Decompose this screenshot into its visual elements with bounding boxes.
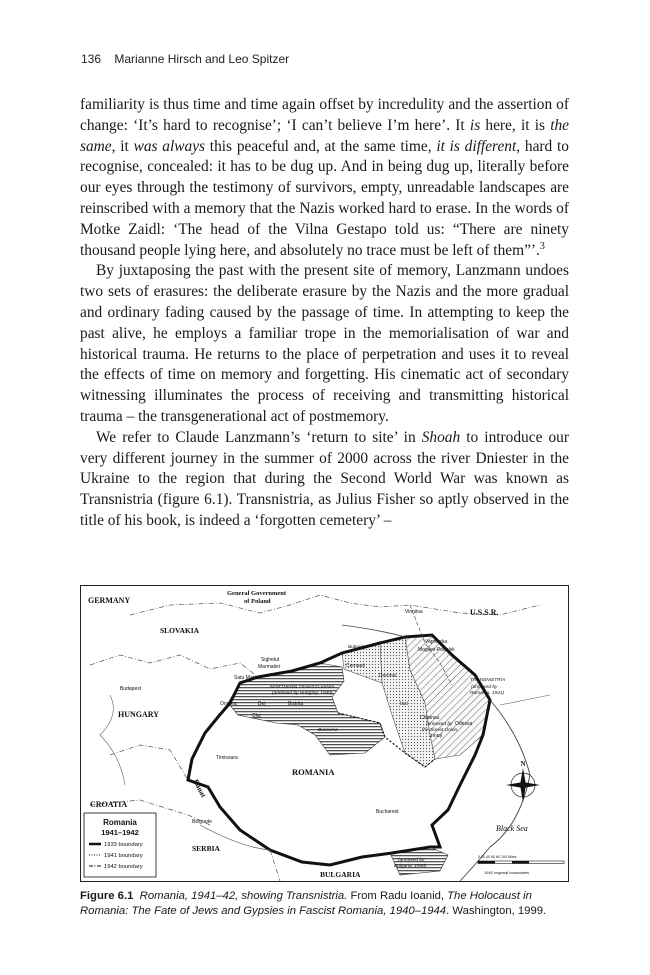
scale-note: 1942 regional boundaries [484,870,530,875]
map-label-serbia: SERBIA [192,844,220,853]
map-label-mogilev: Mogilev-Podolsk [418,647,455,653]
map-label-n-transylvania-note: (annexed by Hungary, 1940) [272,691,333,696]
legend-title: Romania [103,818,137,827]
map-label-soviet-note-1: (annexed by [426,722,453,727]
map-label-sighetul: Sighetul [261,657,280,663]
map-label-bulgaria: BULGARIA [320,870,361,879]
map-label-bistrita: Bistrita [288,701,304,707]
map-label-dorohoi: Dorohoi [379,673,397,679]
map-label-odessa: Odessa [455,721,473,727]
running-header [81,52,289,66]
paragraph [80,428,569,532]
map-legend [84,813,156,877]
figure-label: Figure 6.1 [80,890,134,902]
map-label-germany: GERMANY [88,596,131,605]
legend-item-1933: 1933 boundary [104,842,143,848]
map-label-timisoara: Timisoara [216,755,238,761]
map-label-transnistria-note-2: Romania, 1941) [470,691,505,696]
map-label-transnistria-note-1: (annexed by [471,685,498,690]
legend-years: 1941–1942 [101,828,139,837]
running-header-authors: Marianne Hirsch and Leo Spitzer [114,52,290,66]
map-label-soviet-note-3: 1940) [430,734,443,739]
text-run: We refer to Claude Lanzmann’s ‘return to site’ in [96,428,422,446]
map-label-croatia: CROATIA [90,800,128,809]
map-label-bukovina-2: Bucovina [318,728,338,733]
map-label-iasi: Iasi [400,701,408,707]
compass-north-label: N [520,760,526,768]
text-run: , it [111,137,134,155]
map-label-general-government: General Government [227,590,287,597]
map-label-vapniarka: Vapniarka [425,639,448,645]
text-run: familiarity is thus time and time again offset by incredulity and the assertion of change: ‘It’s hard to recognise’; ‘I can’t believe I’m here’. It [80,96,569,134]
legend-item-1942: 1942 boundary [104,864,143,870]
emphasis-text: is [469,116,481,134]
map-label-bulgaria-note-2: Bulgaria, 1940) [394,864,427,869]
text-run: , hard to recognise, concealed: it has to be dug up. And in being dug up, literally before our eyes through the testimony of survivors, empty, unreadable landscapes are reinscribed with a memory that the Nazis worked hard to erase. In the words of Motke Zaidl: ‘The head of the Vilna Gestapo told us: “There are ninety thousand people lying here, and absolutely no trace must be left of them”’. [80,137,569,259]
text-run: to introduce our very different journey in the summer of 2000 across the river Dniester in the Ukraine to the region that during the Second World War was known as Transnistria (figure 6.1). Transnistria, as Julius Fisher so aptly observed in the title of his book, is indeed a ‘forgotten cemetery’ – [80,428,569,529]
map-label-chisinau: Chisinau [420,715,440,721]
map-label-dej: Dej [258,701,266,707]
map-label-romania: ROMANIA [292,767,335,777]
paragraph [80,95,569,261]
map-label-marmatiei: Marmatiei [258,664,280,670]
map-label-black-sea: Black Sea [496,824,528,833]
legend-item-1941: 1941 boundary [104,853,143,859]
figure-title: Romania, 1941–42, showing Transnistria. [139,890,348,902]
map-label-belgrade: Belgrade [192,819,213,825]
caption-text-end: . Washington, 1999. [446,905,547,917]
map-label-satu-mare: Satu Mare [234,675,258,681]
map-label-bukovina: Bukovina [348,645,368,650]
figure-caption [80,889,569,919]
map-label-hungary: HUNGARY [118,710,160,719]
emphasis-text: it is different [436,137,517,155]
paragraph [80,261,569,427]
caption-book-title: The Holocaust in Romania: The Fate of Jews and Gypsies in Fascist Romania, 1940–1944 [80,890,532,917]
map-label-vinnitsa: Vinnitsa [405,609,423,615]
map-label-n-transylvania: NORTHERN TRANSYLVANIA [270,685,335,690]
figure-map [80,585,569,882]
text-run: this peaceful and, at the same time, [205,137,437,155]
emphasis-text: was always [133,137,206,155]
emphasis-text: Shoah [421,428,461,446]
map-label-ussr: U.S.S.R. [470,608,499,617]
map-label-slovakia: SLOVAKIA [160,626,200,635]
map-label-cluj: Cluj [252,713,261,719]
map-label-banat: Banat [191,777,209,799]
map-label-bucharest: Bucharest [376,809,399,815]
map-label-oradea: Oradea [220,701,237,707]
map-label-soviet-note-2: the Soviet Union, [422,728,459,733]
map-label-cernauti: Cernauti [346,663,365,669]
page-number: 136 [81,52,102,66]
scale-ticks: 0 20 40 60 80 100 Miles [478,855,517,859]
body-text [80,95,569,532]
text-run: here, it is [480,116,551,134]
text-run: By juxtaposing the past with the present site of memory, Lanzmann undoes two sets of erasures: the deliberate erasure by the Nazis and the more gradual and ordinary fading caused by the passage of time. In attempting to keep the past alive, he employs a familiar trope in the memorialisation of war and historical trauma. He returns to the place of perpetration and uses it to reveal the effects of time on memory and forgetting. His cinematic act of secondary witnessing illuminates the process of receiving and transmitting historical trauma – the transgenerational act of postmemory. [80,262,569,425]
map-label-bulgaria-note-1: (annexed by [398,858,425,863]
emphasis-text: the same [80,116,569,155]
map-label-transnistria: TRANSNISTRIA [470,678,506,683]
map-label-budapest: Budapest [120,686,142,692]
footnote-marker: 3 [539,240,545,252]
map-label-of-poland: of Poland [244,598,271,605]
caption-text: From Radu Ioanid, [347,890,448,902]
